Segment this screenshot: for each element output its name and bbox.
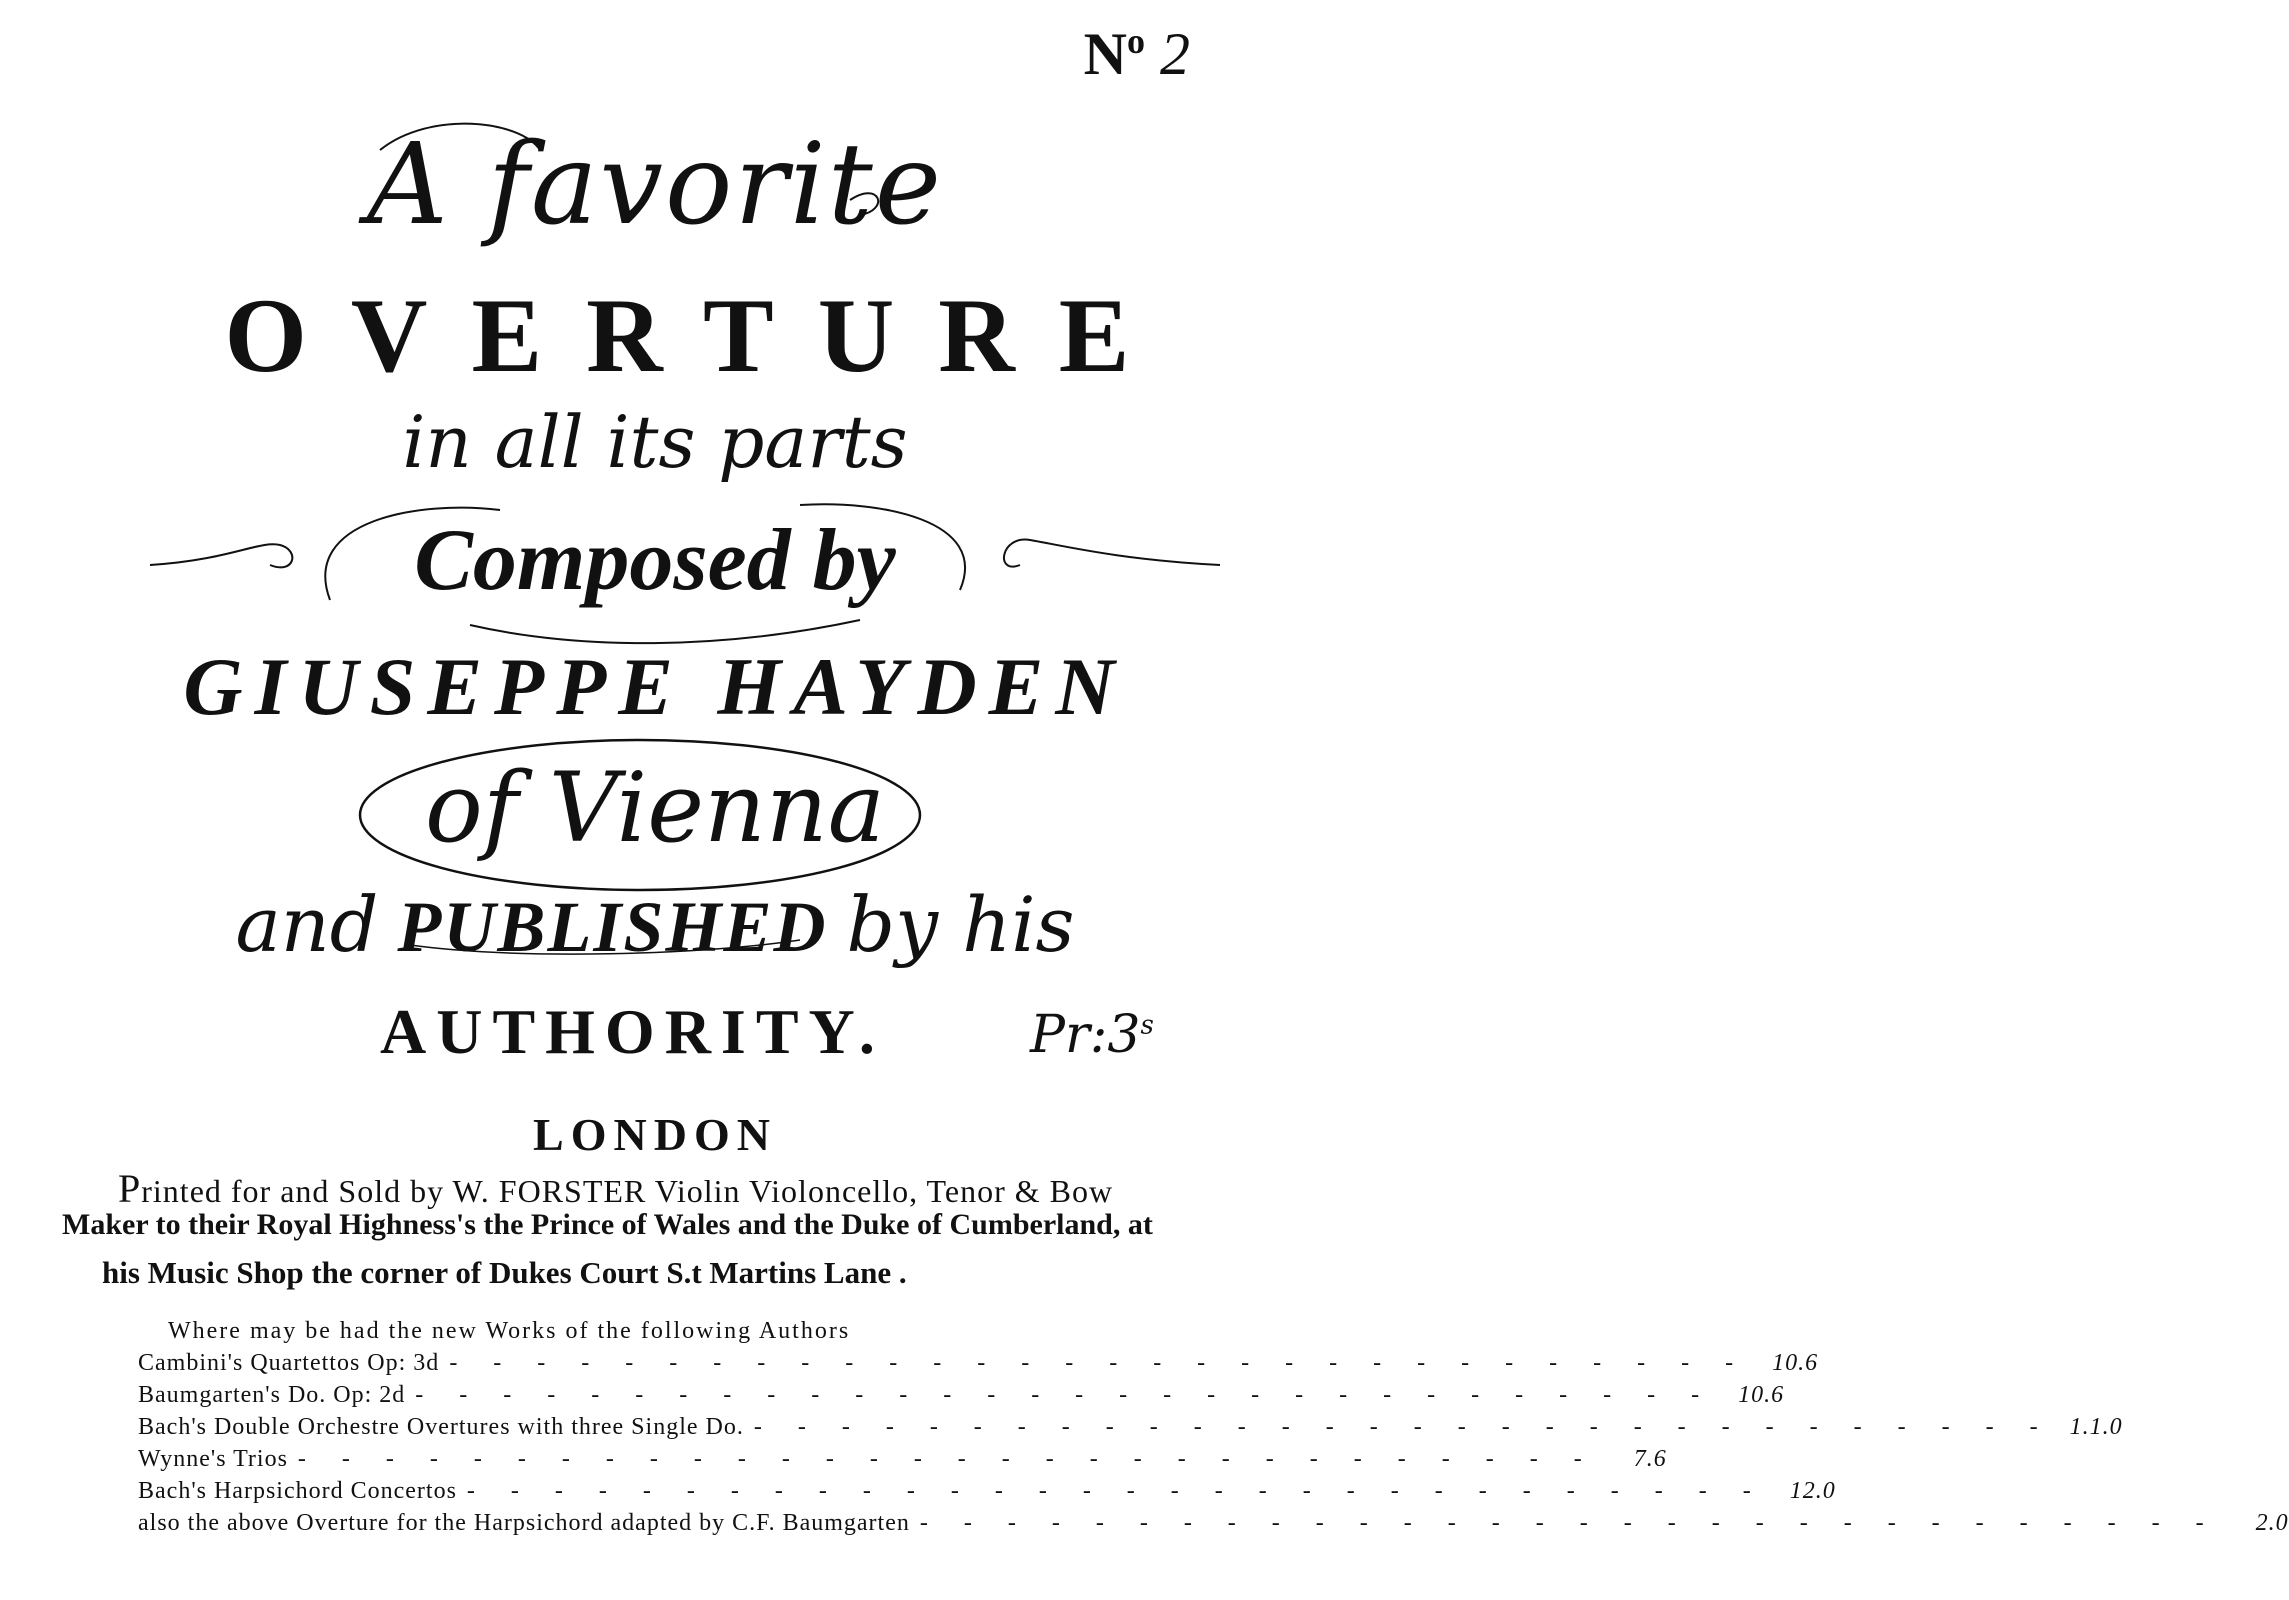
title-composed-by: Composed by [414,512,896,609]
authority: AUTHORITY. [380,996,885,1067]
imprint-city: LONDON [533,1109,777,1160]
list-item: Bach's Harpsichord Concertos - - - - - - - - - - - - - - - - - - - - - - - - - - - - - - 12.0 [138,1478,1836,1504]
title-overture: OVERTURE [224,277,1174,394]
list-item: Cambini's Quartettos Op: 3d - - - - - - - - - - - - - - - - - - - - - - - - - - - - - - 10.6 [138,1350,1819,1376]
list-item: Bach's Double Orchestre Overtures with three Single Do. - - - - - - - - - - - - - - - - - - - - - - - - - - - - - - 1.1.0 [138,1414,2123,1440]
published-by-his: by his [846,880,1075,969]
list-item: Baumgarten's Do. Op: 2d - - - - - - - - - - - - - - - - - - - - - - - - - - - - - - 10.6 [138,1382,1785,1408]
imprint-line-2: Maker to their Royal Highness's the Prince of Wales and the Duke of Cumberland, at [62,1208,1153,1241]
published-word: PUBLISHED [397,887,828,967]
title-parts: in all its parts [402,400,908,484]
list-item: also the above Overture for the Harpsichord adapted by C.F. Baumgarten - - - - - - - - - - - - - - - - - - - - - - - - - - - - - - 2.0 [138,1510,2289,1536]
catalogue-heading: Where may be had the new Works of the following Authors [168,1318,851,1344]
imprint-line-1: Printed for and Sold by W. FORSTER Violin Violoncello, Tenor & Bow [118,1166,1114,1211]
list-item: Wynne's Trios - - - - - - - - - - - - - - - - - - - - - - - - - - - - - - 7.6 [138,1446,1667,1472]
composer-name: GIUSEPPE HAYDEN [183,641,1127,732]
price: Pr:3$^s$ [1030,1005,1154,1065]
composer-origin: of Vienna [425,752,885,864]
catalogue-list [138,1350,2289,1542]
imprint-line-3: his Music Shop the corner of Dukes Court S.t Martins Lane . [102,1255,907,1290]
published-and: and [235,880,379,969]
plate-number: $N^o$ 2 [1083,21,1190,87]
title-favorite: A favorite [366,120,944,250]
published-line [0,880,1310,970]
